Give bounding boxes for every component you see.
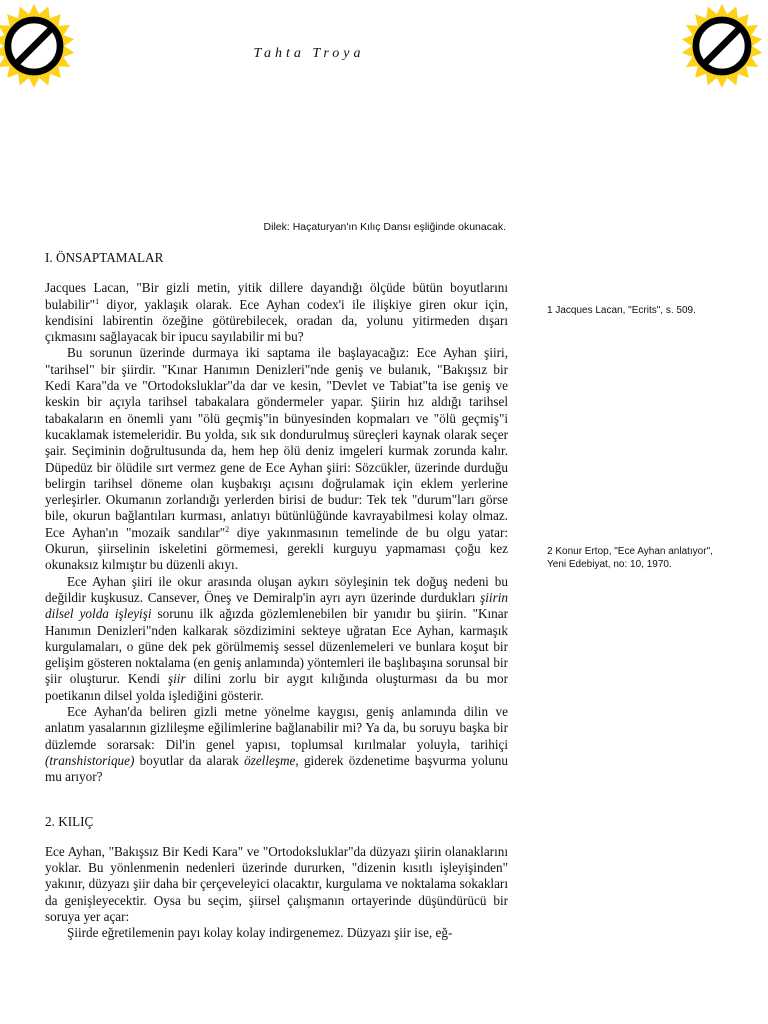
footnote-ref: 1 xyxy=(95,296,100,306)
text-span: Jacques Lacan, "Bir gizli metin, yitik dillere dayandığı ölçüde bütün boyutlarını bulabilir" xyxy=(45,280,508,312)
text-span: diyor, yaklaşık olarak. Ece Ayhan codex'i ile ilişkiye giren okur için, kendisini labirentin özeğine götürebilecek, oradan da, yolunu yitirmeden dışarı çıkmasını sağlayacak bir ipucu sayılabilir mi bu? xyxy=(45,296,508,345)
emphasis: (transhistorique) xyxy=(45,752,135,768)
text-span: boyutlar da alarak xyxy=(134,752,245,768)
text-span: dilini zorlu bir aygıt kılığında oluşturması da bu mor poetikanın dilsel yolda işlediğini gösterir. xyxy=(45,671,508,703)
text-span: Ece Ayhan şiiri ile okur arasında oluşan aykırı söyleşinin tek doğuş nedeni bu değildir kuşkusuz. Cansever, Öneş ve Demiralp'in ayrı ayrı üzerinde durdukları xyxy=(45,573,508,605)
section-heading-kilic: 2. KILIÇ xyxy=(45,813,94,829)
main-text-column xyxy=(45,250,508,942)
footnote-ref: 2 xyxy=(225,524,230,534)
text-span: Ece Ayhan'da beliren gizli metne yönelme kaygısı, geniş anlamında dilin ve anlatım yasalarının gizlileşme eğilimlerine bağlanabilir mi? Ya da, bu soruyu başka bir düzlemde sorarsak: Dil'in genel yapısı, toplumsal kırılmalar yoluyla, tarihiçi xyxy=(45,704,508,752)
section-heading-onsaptamalar: I. ÖNSAPTAMALAR xyxy=(45,250,164,265)
text-span: sorunu ilk ağızda gözlemlenebilen bir yanıdır bu şiirin. "Kınar Hanımın Denizleri"nden kalkarak sözdizimini sekteye uğratan Ece Ayhan, karmaşık kurgulamaları, o güne dek pek görülmemiş sessel düzenlemeleri ve bunlara koşut bir gelişim gösteren noktalama (en geniş anlamında) yöntemleri ile başlıbaşına sorunsal bir şiir oluşturur. Kendi xyxy=(45,606,508,687)
paragraph xyxy=(45,345,508,573)
paragraph xyxy=(45,574,508,704)
paragraph: Şiirde eğretilemenin payı kolay kolay indirgenemez. Düzyazı şiir ise, eğ- xyxy=(67,925,453,941)
side-note-2: 2 Konur Ertop, "Ece Ayhan anlatıyor", Yeni Edebiyat, no: 10, 1970. xyxy=(547,546,713,570)
text-span: diye yakınmasının temelinde de bu olgu yatar: Okurun, şiirselinin iskeletini görmemesi, gerekli kurguyu yapmaması çoğu kez okunaksız kılmıştır bu düzenli akıyı. xyxy=(45,524,508,573)
paragraph xyxy=(45,704,508,785)
paragraph xyxy=(45,280,508,345)
running-header: Tahta Troya xyxy=(253,46,365,61)
paragraph: Ece Ayhan, "Bakışsız Bir Kedi Kara" ve "Ortodoksluklar"da düzyazı şiirin olanaklarını yoklar. Bu yönlenmenin nedenleri üzerinde dururken, "dizenin kısıtlı işleyişinden" yakınır, düzyazı şiir daha bir çerçeveleyici olacaktır, kurgulama ve noktalama sokakları da genişleyecektir. Oysa bu seçim, şiirsel çalışmanın ortayerinde düşündürücü bir soruya yer açar: xyxy=(45,843,508,924)
text-span: , giderek özdenetime başvurma yolunu mu arıyor? xyxy=(45,752,508,785)
emphasis: şiirin dilsel yolda işleyişi xyxy=(45,589,508,622)
emphasis: şiir xyxy=(167,671,186,687)
side-note-1: 1 Jacques Lacan, "Ecrits", s. 509. xyxy=(547,305,696,316)
text-span: Bu sorunun üzerinde durmaya iki saptama ile başlayacağız: Ece Ayhan şiiri, "tarihsel" bir şiirdir. "Kınar Hanımın Denizleri"nde geniş ve bulanık, "Bakışsız bir Kedi Kara"da ve "Ortodoksluklar"da dar ve kesin, "Devlet ve Tabiat"ta ise geniş ve keskin bir açıyla tarihsel tabakalara göndermeler yapar. Şiirin hız aldığı tarihsel tabakaların en önemli yanı "ölü geçmiş"in bünyesinden kopmaları ve "ölü geçmiş"i kucaklamak istemeleridir. Bu yolda, sık sık dondurulmuş süreçleri kaynak olarak seçer şair. Seçiminin doğrultusunda da, hem hep ölü deniz imgeleri kurmak zorunda kalır. Düpedüz bir ölüdile sırt vermez gene de Ece Ayhan şiiri: Sözcükler, üzerinde durduğu belirgin tarihsel döneme olan kuşbakışı açısını doğrulamak için eklem yerlerine yerleşirler. Okumanın zorlandığı yerlerden birisi de budur: Tek tek "durum"ları görse bile, okurun bağlantıları kurması, anlatıyı bütünlüğünde kavrayabilmesi kolay olmaz. Ece Ayhan'ın "mozaik sandılar" xyxy=(45,345,508,540)
emphasis: özelleşme xyxy=(244,752,296,768)
no-sign-icon xyxy=(680,4,764,88)
epigraph: Dilek: Haçaturyan'ın Kılıç Dansı eşliğinde okunacak. xyxy=(263,221,506,233)
prohibition-badge-icon-right xyxy=(680,4,764,88)
